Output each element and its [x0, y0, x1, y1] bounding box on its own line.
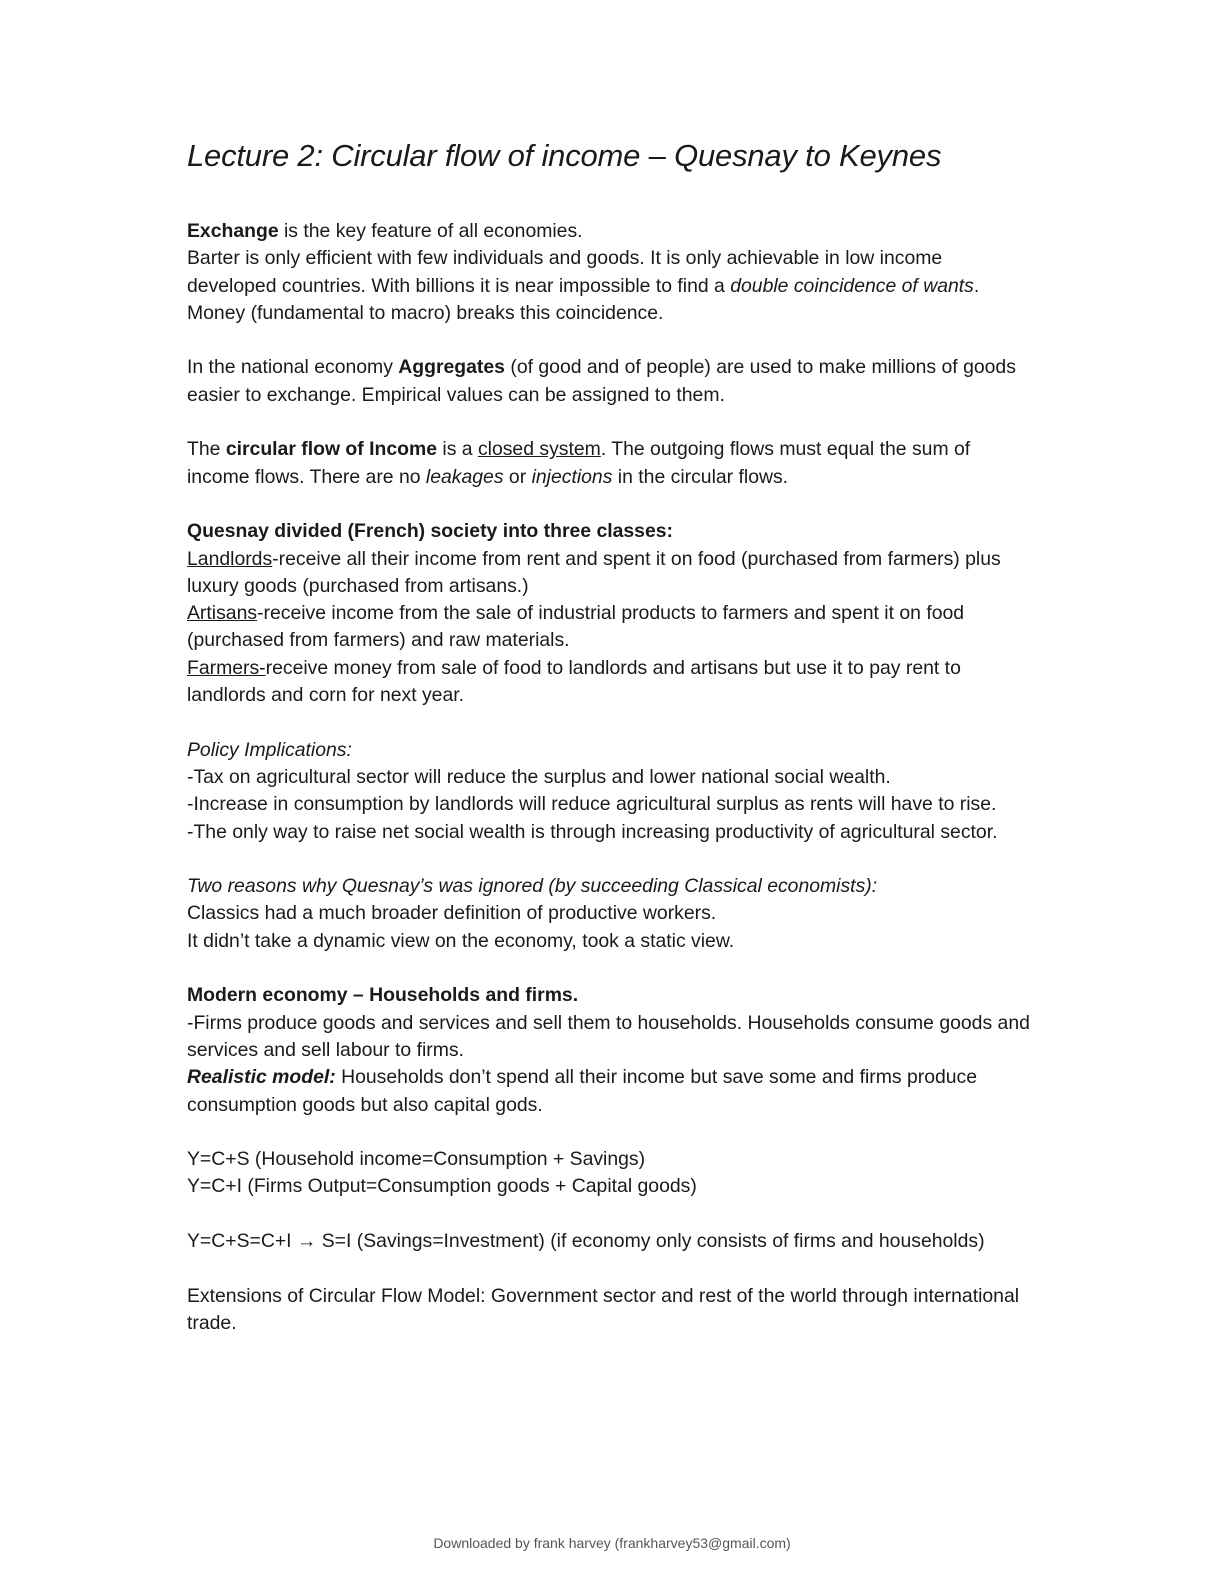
term-closed-system: closed system [477, 438, 601, 461]
term-double-coincidence: double coincidence of wants [730, 274, 974, 297]
paragraph-equilibrium [187, 1228, 1037, 1255]
list-item: Classics had a much broader definition of productive workers. [187, 902, 717, 925]
text: Barter is only efficient with few individuals and goods. It is only achievable in low income developed countries. With billions it is near impossible to find a [187, 247, 943, 297]
text: Households don’t spend all their income but save some and firms produce consumption goods but also capital gods. [187, 1066, 978, 1116]
term-circular-flow: circular flow of Income [225, 438, 437, 461]
list-item: -Tax on agricultural sector will reduce the surplus and lower national social wealth. [187, 765, 891, 788]
paragraph-two-reasons [187, 873, 1037, 955]
text: In the national economy [187, 356, 399, 379]
equation-equilibrium: Y=C+S=C+I [187, 1229, 297, 1252]
list-item: It didn’t take a dynamic view on the economy, took a static view. [187, 929, 735, 952]
term-realistic-model: Realistic model: [187, 1066, 336, 1089]
list-item: -The only way to raise net social wealth is through increasing productivity of agricultural sector. [187, 820, 998, 843]
paragraph-circular-flow [187, 436, 1037, 491]
paragraph-equations [187, 1146, 1037, 1201]
term-artisans: Artisans [187, 602, 258, 625]
term-exchange: Exchange [187, 220, 279, 242]
equation-household: Y=C+S (Household income=Consumption + Savings) [187, 1148, 646, 1171]
text: (of good and of people) are used to make millions of goods easier to exchange. Empirical values can be assigned to them. [187, 356, 1016, 406]
text: . The outgoing flows must equal the sum of income flows. There are no [187, 438, 971, 488]
paragraph-modern-economy [187, 982, 1037, 1118]
text: -Firms produce goods and services and sell them to households. Households consume goods and services and sell labour to firms. [187, 1011, 1030, 1061]
page-title: Lecture 2: Circular flow of income – Quesnay to Keynes [187, 138, 942, 173]
paragraph-extensions: Extensions of Circular Flow Model: Government sector and rest of the world through international trade. [187, 1284, 1020, 1334]
text: S=I (Savings=Investment) (if economy only consists of firms and households) [316, 1229, 985, 1252]
text: receive money from sale of food to landlords and artisans but use it to pay rent to landlords and corn for next year. [187, 656, 961, 707]
document-body [187, 218, 1037, 1364]
term-leakages: leakages [425, 465, 504, 488]
section-heading-reasons: Two reasons why Quesnay’s was ignored (by succeeding Classical economists): [187, 875, 878, 898]
arrow-right-icon: → [296, 1229, 317, 1252]
paragraph-policy-implications [187, 737, 1037, 846]
section-heading-policy: Policy Implications: [187, 738, 352, 761]
paragraph-aggregates [187, 354, 1037, 409]
paragraph-exchange [187, 218, 1037, 327]
term-landlords: Landlords [187, 547, 273, 570]
section-heading-modern: Modern economy – Households and firms. [187, 984, 579, 1007]
section-heading-quesnay: Quesnay divided (French) society into three classes: [187, 520, 673, 543]
text: is a [437, 438, 478, 461]
list-item: -Increase in consumption by landlords will reduce agricultural surplus as rents will have to rise. [187, 793, 997, 816]
download-footer: Downloaded by frank harvey (frankharvey53@gmail.com) [433, 1535, 791, 1551]
text: The [187, 438, 226, 461]
equation-firms: Y=C+I (Firms Output=Consumption goods + Capital goods) [187, 1175, 697, 1198]
text: -receive income from the sale of industrial products to farmers and spent it on food (purchased from farmers) and raw materials. [187, 602, 965, 652]
text: in the circular flows. [612, 465, 789, 488]
text: is the key feature of all economies. [278, 220, 583, 242]
term-farmers: Farmers- [187, 656, 266, 679]
text: . Money (fundamental to macro) breaks this coincidence. [187, 274, 980, 324]
term-injections: injections [531, 465, 613, 488]
text: -receive all their income from rent and spent it on food (purchased from farmers) plus luxury goods (purchased from artisans.) [187, 547, 1001, 597]
text: or [503, 465, 532, 488]
term-aggregates: Aggregates [398, 356, 505, 379]
paragraph-quesnay-classes [187, 518, 1037, 709]
